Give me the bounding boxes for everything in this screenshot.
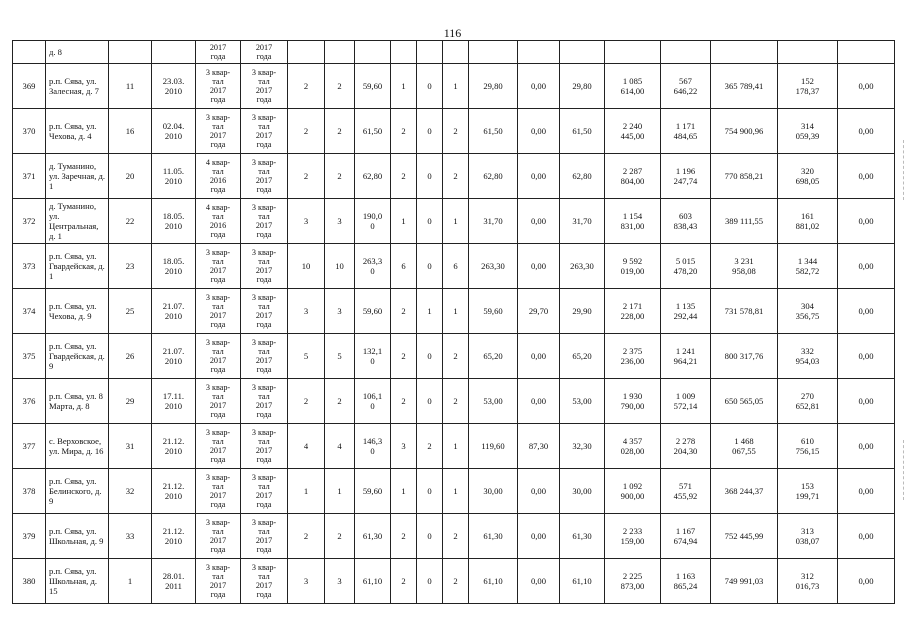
quarter-cell: 3 квар- тал 2017 года [241, 199, 288, 244]
address-cell: р.п. Сява, ул. Залесная, д. 7 [46, 64, 109, 109]
value-cell: 10 [325, 244, 355, 289]
table-row [13, 199, 895, 244]
value-cell: 62,80 [469, 154, 518, 199]
value-cell: 0,00 [838, 379, 895, 424]
value-cell: 132,1 0 [355, 334, 391, 379]
value-cell: 0,00 [838, 424, 895, 469]
table-row [13, 244, 895, 289]
value-cell: 0,00 [838, 64, 895, 109]
value-cell: 0 [417, 244, 443, 289]
value-cell: 3 [391, 424, 417, 469]
cell [661, 41, 711, 64]
row-number-cell: 371 [13, 154, 46, 199]
value-cell: 0,00 [518, 334, 560, 379]
table-row [13, 41, 895, 64]
table-row [13, 154, 895, 199]
cell [711, 41, 778, 64]
row-number-cell: 374 [13, 289, 46, 334]
value-cell: 31,70 [469, 199, 518, 244]
value-cell: 1 085 614,00 [605, 64, 661, 109]
date-cell: 11.05. 2010 [152, 154, 196, 199]
value-cell: 754 900,96 [711, 109, 778, 154]
address-cell: р.п. Сява, ул. Гвардейская, д. 9 [46, 334, 109, 379]
value-cell: 106,1 0 [355, 379, 391, 424]
quarter-cell: 3 квар- тал 2017 года [241, 109, 288, 154]
cell: 25 [109, 289, 152, 334]
address-cell: р.п. Сява, ул. Чехова, д. 4 [46, 109, 109, 154]
value-cell: 2 225 873,00 [605, 559, 661, 604]
value-cell: 3 [325, 559, 355, 604]
value-cell: 3 [325, 289, 355, 334]
date-cell: 28.01. 2011 [152, 559, 196, 604]
value-cell: 365 789,41 [711, 64, 778, 109]
value-cell: 0 [417, 109, 443, 154]
value-cell: 4 [325, 424, 355, 469]
value-cell: 610 756,15 [778, 424, 838, 469]
cell: 20 [109, 154, 152, 199]
value-cell: 61,50 [469, 109, 518, 154]
value-cell: 2 171 228,00 [605, 289, 661, 334]
value-cell: 3 [288, 559, 325, 604]
cell: 32 [109, 469, 152, 514]
value-cell: 2 [288, 64, 325, 109]
quarter-cell: 3 квар- тал 2017 года [241, 244, 288, 289]
date-cell: 17.11. 2010 [152, 379, 196, 424]
value-cell: 389 111,55 [711, 199, 778, 244]
value-cell: 61,30 [355, 514, 391, 559]
quarter-cell: 3 квар- тал 2017 года [241, 424, 288, 469]
value-cell: 2 [288, 109, 325, 154]
row-number-cell: 380 [13, 559, 46, 604]
address-cell: р.п. Сява, ул. Гвардейская, д. 1 [46, 244, 109, 289]
value-cell: 2 [288, 379, 325, 424]
value-cell: 0,00 [838, 199, 895, 244]
value-cell: 1 167 674,94 [661, 514, 711, 559]
value-cell: 190,0 0 [355, 199, 391, 244]
quarter-cell: 3 квар- тал 2017 года [196, 289, 241, 334]
value-cell: 3 [288, 289, 325, 334]
value-cell: 304 356,75 [778, 289, 838, 334]
value-cell: 2 240 445,00 [605, 109, 661, 154]
value-cell: 4 [288, 424, 325, 469]
value-cell: 1 092 900,00 [605, 469, 661, 514]
row-number-cell: 377 [13, 424, 46, 469]
value-cell: 2 [391, 514, 417, 559]
value-cell: 567 646,22 [661, 64, 711, 109]
value-cell: 0,00 [838, 514, 895, 559]
cell: 16 [109, 109, 152, 154]
value-cell: 1 [443, 199, 469, 244]
row-number-cell: 376 [13, 379, 46, 424]
value-cell: 61,30 [560, 514, 605, 559]
value-cell: 153 199,71 [778, 469, 838, 514]
table-row [13, 424, 895, 469]
value-cell: 2 [391, 559, 417, 604]
value-cell: 2 [288, 154, 325, 199]
value-cell: 650 565,05 [711, 379, 778, 424]
date-cell: 02.04. 2010 [152, 109, 196, 154]
value-cell: 749 991,03 [711, 559, 778, 604]
quarter-cell: 3 квар- тал 2017 года [196, 109, 241, 154]
cell: 33 [109, 514, 152, 559]
value-cell: 10 [288, 244, 325, 289]
value-cell: 119,60 [469, 424, 518, 469]
value-cell: 62,80 [560, 154, 605, 199]
value-cell: 332 954,03 [778, 334, 838, 379]
value-cell: 0 [417, 154, 443, 199]
address-cell: р.п. Сява, ул. Белинского, д. 9 [46, 469, 109, 514]
value-cell: 0 [417, 334, 443, 379]
address-cell: р.п. Сява, ул. Школьная, д. 15 [46, 559, 109, 604]
address-cell: д. 8 [46, 41, 109, 64]
cell: 22 [109, 199, 152, 244]
value-cell: 65,20 [560, 334, 605, 379]
value-cell: 1 009 572,14 [661, 379, 711, 424]
value-cell: 0,00 [518, 469, 560, 514]
row-number-cell: 372 [13, 199, 46, 244]
value-cell: 2 [443, 109, 469, 154]
row-number-cell: 378 [13, 469, 46, 514]
value-cell: 53,00 [560, 379, 605, 424]
address-cell: р.п. Сява, ул. Школьная, д. 9 [46, 514, 109, 559]
quarter-cell: 3 квар- тал 2017 года [196, 424, 241, 469]
value-cell: 61,30 [469, 514, 518, 559]
cell [469, 41, 518, 64]
value-cell: 2 233 159,00 [605, 514, 661, 559]
value-cell: 0,00 [518, 514, 560, 559]
value-cell: 1 135 292,44 [661, 289, 711, 334]
value-cell: 2 [391, 289, 417, 334]
date-cell: 21.12. 2010 [152, 424, 196, 469]
date-cell: 21.07. 2010 [152, 334, 196, 379]
value-cell: 0,00 [518, 559, 560, 604]
value-cell: 2 [288, 514, 325, 559]
quarter-cell: 3 квар- тал 2017 года [241, 154, 288, 199]
value-cell: 0,00 [838, 154, 895, 199]
value-cell: 0,00 [838, 334, 895, 379]
value-cell: 2 [443, 334, 469, 379]
value-cell: 0 [417, 64, 443, 109]
cell: 1 [109, 559, 152, 604]
address-cell: р.п. Сява, ул. Чехова, д. 9 [46, 289, 109, 334]
value-cell: 87,30 [518, 424, 560, 469]
cell [838, 41, 895, 64]
value-cell: 0,00 [838, 109, 895, 154]
page-edge-mark [901, 140, 904, 200]
value-cell: 1 241 964,21 [661, 334, 711, 379]
table-row [13, 334, 895, 379]
value-cell: 0,00 [518, 154, 560, 199]
value-cell: 59,60 [355, 64, 391, 109]
value-cell: 61,10 [560, 559, 605, 604]
value-cell: 30,00 [469, 469, 518, 514]
value-cell: 263,30 [469, 244, 518, 289]
value-cell: 32,30 [560, 424, 605, 469]
value-cell: 2 [443, 559, 469, 604]
quarter-cell: 3 квар- тал 2017 года [196, 64, 241, 109]
value-cell: 1 [443, 289, 469, 334]
value-cell: 152 178,37 [778, 64, 838, 109]
value-cell: 603 838,43 [661, 199, 711, 244]
table-row [13, 109, 895, 154]
value-cell: 4 357 028,00 [605, 424, 661, 469]
cell [288, 41, 325, 64]
cell [518, 41, 560, 64]
value-cell: 6 [391, 244, 417, 289]
date-cell: 23.03. 2010 [152, 64, 196, 109]
housing-register-table [12, 40, 895, 604]
value-cell: 59,60 [355, 289, 391, 334]
value-cell: 5 015 478,20 [661, 244, 711, 289]
value-cell: 65,20 [469, 334, 518, 379]
value-cell: 270 652,81 [778, 379, 838, 424]
value-cell: 1 171 484,65 [661, 109, 711, 154]
page-edge-mark [901, 440, 904, 500]
cell [109, 41, 152, 64]
value-cell: 3 [288, 199, 325, 244]
value-cell: 2 [325, 154, 355, 199]
value-cell: 161 881,02 [778, 199, 838, 244]
value-cell: 61,10 [469, 559, 518, 604]
value-cell: 146,3 0 [355, 424, 391, 469]
quarter-cell: 3 квар- тал 2017 года [241, 289, 288, 334]
value-cell: 1 [443, 469, 469, 514]
date-cell: 18.05. 2010 [152, 244, 196, 289]
value-cell: 0 [417, 469, 443, 514]
quarter-cell: 3 квар- тал 2017 года [241, 514, 288, 559]
value-cell: 1 [391, 199, 417, 244]
row-number-cell: 379 [13, 514, 46, 559]
value-cell: 1 [443, 64, 469, 109]
value-cell: 2 [325, 64, 355, 109]
value-cell: 0,00 [838, 469, 895, 514]
value-cell: 312 016,73 [778, 559, 838, 604]
value-cell: 3 231 958,08 [711, 244, 778, 289]
value-cell: 320 698,05 [778, 154, 838, 199]
value-cell: 1 [391, 469, 417, 514]
value-cell: 313 038,07 [778, 514, 838, 559]
quarter-cell: 3 квар- тал 2017 года [196, 559, 241, 604]
value-cell: 62,80 [355, 154, 391, 199]
value-cell: 314 059,39 [778, 109, 838, 154]
address-cell: р.п. Сява, ул. 8 Марта, д. 8 [46, 379, 109, 424]
cell: 31 [109, 424, 152, 469]
cell [778, 41, 838, 64]
value-cell: 0,00 [518, 109, 560, 154]
table-row [13, 514, 895, 559]
value-cell: 1 344 582,72 [778, 244, 838, 289]
value-cell: 30,00 [560, 469, 605, 514]
cell: 23 [109, 244, 152, 289]
table-row [13, 64, 895, 109]
value-cell: 1 [288, 469, 325, 514]
value-cell: 29,80 [560, 64, 605, 109]
row-number-cell: 373 [13, 244, 46, 289]
cell [391, 41, 417, 64]
value-cell: 0,00 [838, 244, 895, 289]
quarter-cell: 3 квар- тал 2017 года [241, 379, 288, 424]
cell: 11 [109, 64, 152, 109]
cell [605, 41, 661, 64]
value-cell: 0,00 [518, 244, 560, 289]
value-cell: 29,70 [518, 289, 560, 334]
value-cell: 5 [288, 334, 325, 379]
quarter-cell: 3 квар- тал 2017 года [196, 514, 241, 559]
value-cell: 2 [443, 154, 469, 199]
quarter-cell: 3 квар- тал 2017 года [196, 334, 241, 379]
value-cell: 61,50 [355, 109, 391, 154]
value-cell: 2 278 204,30 [661, 424, 711, 469]
quarter-cell: 3 квар- тал 2017 года [241, 334, 288, 379]
value-cell: 2 375 236,00 [605, 334, 661, 379]
value-cell: 1 196 247,74 [661, 154, 711, 199]
value-cell: 2 [325, 109, 355, 154]
table-row [13, 289, 895, 334]
table-row [13, 469, 895, 514]
table-row [13, 559, 895, 604]
value-cell: 6 [443, 244, 469, 289]
row-number-cell: 369 [13, 64, 46, 109]
value-cell: 61,10 [355, 559, 391, 604]
quarter-cell: 3 квар- тал 2017 года [241, 469, 288, 514]
value-cell: 2 287 804,00 [605, 154, 661, 199]
value-cell: 0,00 [838, 289, 895, 334]
value-cell: 1 163 865,24 [661, 559, 711, 604]
cell [560, 41, 605, 64]
value-cell: 770 858,21 [711, 154, 778, 199]
address-cell: д. Туманино, ул. Заречная, д. 1 [46, 154, 109, 199]
quarter-cell: 3 квар- тал 2017 года [196, 379, 241, 424]
value-cell: 0 [417, 199, 443, 244]
quarter-cell: 3 квар- тал 2017 года [241, 559, 288, 604]
value-cell: 1 [417, 289, 443, 334]
date-cell: 21.12. 2010 [152, 514, 196, 559]
value-cell: 0,00 [518, 64, 560, 109]
value-cell: 29,80 [469, 64, 518, 109]
value-cell: 2 [391, 334, 417, 379]
value-cell: 263,30 [560, 244, 605, 289]
quarter-cell: 4 квар- тал 2016 года [196, 199, 241, 244]
value-cell: 0 [417, 514, 443, 559]
value-cell: 1 468 067,55 [711, 424, 778, 469]
value-cell: 1 [325, 469, 355, 514]
address-cell: с. Верховское, ул. Мира, д. 16 [46, 424, 109, 469]
date-cell: 21.12. 2010 [152, 469, 196, 514]
date-cell: 21.07. 2010 [152, 289, 196, 334]
cell: 26 [109, 334, 152, 379]
value-cell: 61,50 [560, 109, 605, 154]
value-cell: 9 592 019,00 [605, 244, 661, 289]
quarter-cell: 3 квар- тал 2017 года [196, 469, 241, 514]
value-cell: 2 [443, 379, 469, 424]
value-cell: 2 [325, 379, 355, 424]
value-cell: 1 930 790,00 [605, 379, 661, 424]
value-cell: 53,00 [469, 379, 518, 424]
date-cell: 18.05. 2010 [152, 199, 196, 244]
cell: 29 [109, 379, 152, 424]
value-cell: 1 [391, 64, 417, 109]
value-cell: 263,3 0 [355, 244, 391, 289]
value-cell: 0,00 [518, 199, 560, 244]
quarter-cell: 3 квар- тал 2017 года [196, 244, 241, 289]
value-cell: 800 317,76 [711, 334, 778, 379]
value-cell: 3 [325, 199, 355, 244]
value-cell: 59,60 [469, 289, 518, 334]
cell [417, 41, 443, 64]
cell [13, 41, 46, 64]
value-cell: 29,90 [560, 289, 605, 334]
value-cell: 368 244,37 [711, 469, 778, 514]
page-number: 116 [443, 26, 462, 40]
value-cell: 0,00 [518, 379, 560, 424]
cell [443, 41, 469, 64]
value-cell: 571 455,92 [661, 469, 711, 514]
quarter-cell: 2017 года [241, 41, 288, 64]
row-number-cell: 370 [13, 109, 46, 154]
table-row [13, 379, 895, 424]
value-cell: 2 [417, 424, 443, 469]
quarter-cell: 2017 года [196, 41, 241, 64]
value-cell: 0 [417, 559, 443, 604]
value-cell: 2 [391, 154, 417, 199]
value-cell: 2 [443, 514, 469, 559]
value-cell: 731 578,81 [711, 289, 778, 334]
value-cell: 31,70 [560, 199, 605, 244]
value-cell: 1 154 831,00 [605, 199, 661, 244]
cell [152, 41, 196, 64]
row-number-cell: 375 [13, 334, 46, 379]
cell [355, 41, 391, 64]
address-cell: д. Туманино, ул. Центральная, д. 1 [46, 199, 109, 244]
value-cell: 0 [417, 379, 443, 424]
value-cell: 5 [325, 334, 355, 379]
value-cell: 0,00 [838, 559, 895, 604]
cell [325, 41, 355, 64]
value-cell: 2 [391, 379, 417, 424]
quarter-cell: 3 квар- тал 2017 года [241, 64, 288, 109]
value-cell: 59,60 [355, 469, 391, 514]
value-cell: 752 445,99 [711, 514, 778, 559]
value-cell: 2 [391, 109, 417, 154]
value-cell: 1 [443, 424, 469, 469]
value-cell: 2 [325, 514, 355, 559]
quarter-cell: 4 квар- тал 2016 года [196, 154, 241, 199]
